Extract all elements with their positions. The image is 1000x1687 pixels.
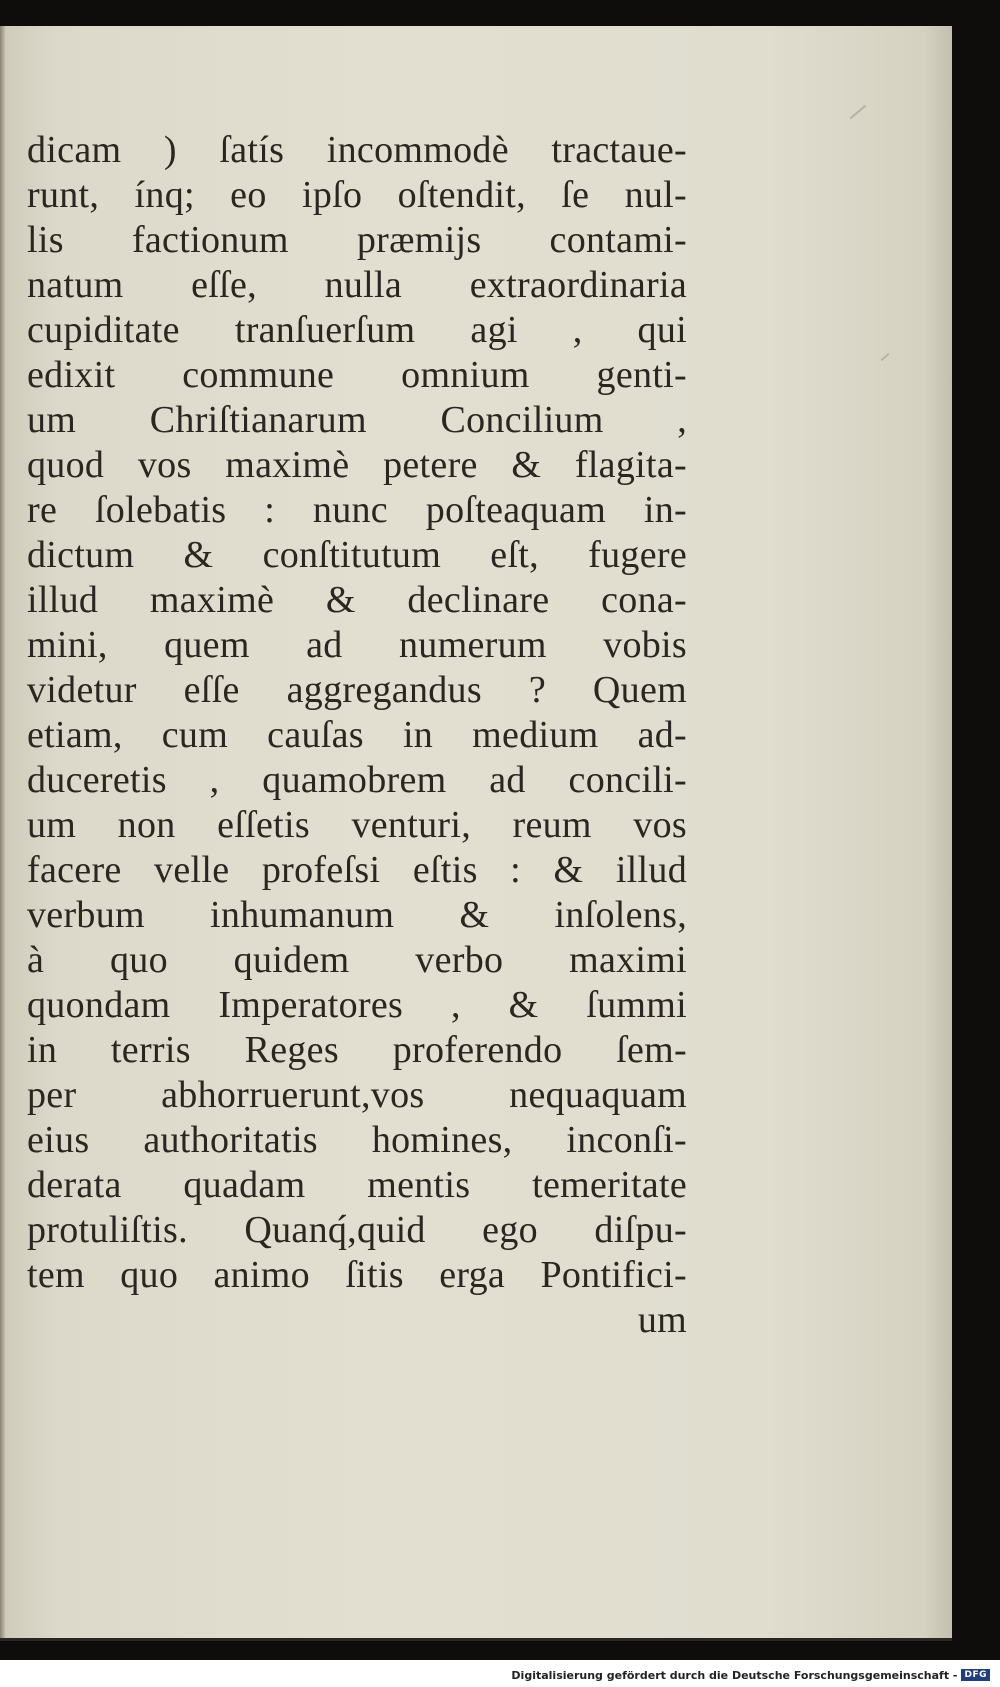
text-line: runt, ínq; eo ipſo oſtendit, ſe nul- [27,174,687,216]
text-line: in terris Reges proferendo ſem- [27,1029,687,1071]
text-line: duceretis , quamobrem ad concili- [27,759,687,801]
text-line: dictum & conſtitutum eſt, fugere [27,534,687,576]
text-line: um non eſſetis venturi, reum vos [27,804,687,846]
text-line: quod vos maximè petere & flagita- [27,444,687,486]
text-line: cupiditate tranſuerſum agi , qui [27,309,687,351]
text-line: derata quadam mentis temeritate [27,1164,687,1206]
text-line: natum eſſe, nulla extraordinaria [27,264,687,306]
text-line: per abhorruerunt,vos nequaquam [27,1074,687,1116]
text-line: illud maximè & declinare cona- [27,579,687,621]
page-gutter-shadow [0,26,6,1638]
text-line: mini, quem ad numerum vobis [27,624,687,666]
text-line: edixit commune omnium genti- [27,354,687,396]
text-line: tem quo animo ſitis erga Pontifici- [27,1254,687,1296]
text-line: um Chriſtianarum Concilium , [27,399,687,441]
catchword: um [637,1299,687,1341]
text-line: quondam Imperatores , & ſummi [27,984,687,1026]
body-text [27,128,687,1343]
text-line: etiam, cum cauſas in medium ad- [27,714,687,756]
text-line: videtur eſſe aggregandus ? Quem [27,669,687,711]
footer-credit [511,1666,990,1684]
text-line: dicam ) ſatís incommodè tractaue- [27,129,687,171]
text-line: verbum inhumanum & inſolens, [27,894,687,936]
text-line: à quo quidem verbo maximi [27,939,687,981]
text-line: lis factionum præmijs contami- [27,219,687,261]
paper-blemish [881,353,890,361]
dfg-logo: DFG [961,1669,990,1681]
text-line: re ſolebatis : nunc poſteaquam in- [27,489,687,531]
text-line: protuliſtis. Quanq́,quid ego diſpu- [27,1209,687,1251]
text-line: facere velle profeſsi eſtis : & illud [27,849,687,891]
text-line: eius authoritatis homines, inconſi- [27,1119,687,1161]
footer-credit-text: Digitalisierung gefördert durch die Deutsche Forschungsgemeinschaft - [511,1668,958,1682]
paper-blemish [850,105,867,119]
